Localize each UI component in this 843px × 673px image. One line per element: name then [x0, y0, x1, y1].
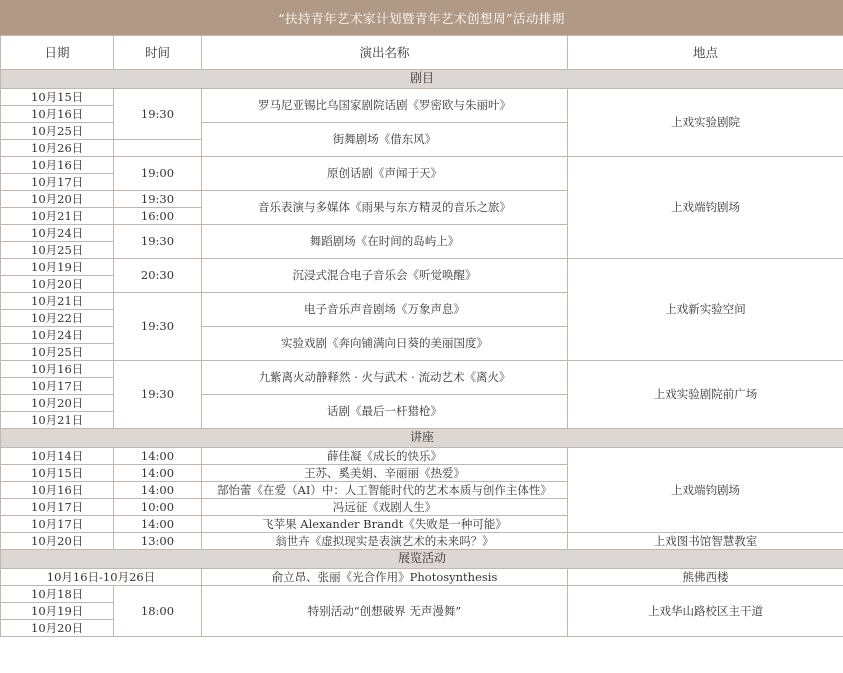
date-cell: 10月21日 [1, 412, 114, 429]
date-cell: 10月16日 [1, 482, 114, 499]
section-lecture: 讲座 [1, 429, 843, 448]
date-cell: 10月17日 [1, 378, 114, 395]
show-cell: 音乐表演与多媒体《雨果与东方精灵的音乐之旅》 [202, 191, 568, 225]
show-cell: 特别活动“创想破界 无声漫舞” [202, 586, 568, 637]
date-cell: 10月20日 [1, 191, 114, 208]
date-cell: 10月14日 [1, 448, 114, 465]
date-cell: 10月25日 [1, 344, 114, 361]
show-cell: 沉浸式混合电子音乐会《听觉唤醒》 [202, 259, 568, 293]
lecture-title: 郜怡蕾《在爱（AI）中：人工智能时代的艺术本质与创作主体性》 [202, 482, 568, 499]
table-row [1, 89, 843, 106]
section-row [1, 550, 843, 569]
date-cell: 10月21日 [1, 293, 114, 310]
time-cell: 10:00 [114, 499, 202, 516]
venue-cell: 上戏华山路校区主干道 [568, 586, 843, 637]
show-cell: 罗马尼亚锡比乌国家剧院话剧《罗密欧与朱丽叶》 [202, 89, 568, 123]
date-cell: 10月15日 [1, 465, 114, 482]
header-time: 时间 [114, 36, 202, 70]
table-row [1, 533, 843, 550]
section-drama: 剧目 [1, 70, 843, 89]
time-cell: 14:00 [114, 465, 202, 482]
date-cell: 10月17日 [1, 516, 114, 533]
date-cell: 10月19日 [1, 603, 114, 620]
table-row [1, 361, 843, 378]
lecture-title: 飞苹果 Alexander Brandt《失败是一种可能》 [202, 516, 568, 533]
venue-cell: 上戏实验剧院 [568, 89, 843, 157]
date-cell: 10月25日 [1, 242, 114, 259]
date-cell: 10月17日 [1, 499, 114, 516]
table-row [1, 586, 843, 603]
time-cell: 19:30 [114, 361, 202, 429]
venue-cell: 上戏图书馆智慧教室 [568, 533, 843, 550]
header-date: 日期 [1, 36, 114, 70]
date-cell: 10月21日 [1, 208, 114, 225]
date-cell: 10月20日 [1, 276, 114, 293]
show-cell: 俞立昂、张丽《光合作用》Photosynthesis [202, 569, 568, 586]
venue-cell: 上戏端钧剧场 [568, 448, 843, 533]
schedule-title: “扶持青年艺术家计划暨青年艺术创想周”活动排期 [0, 0, 843, 35]
lecture-title: 薛佳凝《成长的快乐》 [202, 448, 568, 465]
date-cell: 10月15日 [1, 89, 114, 106]
schedule-table [0, 35, 843, 637]
lecture-title: 翁世卉《虚拟现实是表演艺术的未来吗？》 [202, 533, 568, 550]
table-row [1, 259, 843, 276]
table-row [1, 157, 843, 174]
date-cell: 10月16日 [1, 361, 114, 378]
show-cell: 舞蹈剧场《在时间的岛屿上》 [202, 225, 568, 259]
time-cell: 16:00 [114, 208, 202, 225]
table-row [1, 448, 843, 465]
time-cell: 18:00 [114, 586, 202, 637]
show-cell: 街舞剧场《借东风》 [202, 123, 568, 157]
section-exhibit: 展览活动 [1, 550, 843, 569]
time-cell: 14:00 [114, 516, 202, 533]
venue-cell: 上戏实验剧院前广场 [568, 361, 843, 429]
section-row [1, 70, 843, 89]
date-range-cell: 10月16日-10月26日 [1, 569, 202, 586]
show-cell: 九紫离火动静释然 · 火与武术 · 流动艺术《离火》 [202, 361, 568, 395]
time-cell: 13:00 [114, 533, 202, 550]
date-cell: 10月20日 [1, 395, 114, 412]
date-cell: 10月18日 [1, 586, 114, 603]
time-cell: 19:30 [114, 293, 202, 361]
show-cell: 电子音乐声音剧场《万象声息》 [202, 293, 568, 327]
header-show: 演出名称 [202, 36, 568, 70]
date-cell: 10月24日 [1, 225, 114, 242]
date-cell: 10月25日 [1, 123, 114, 140]
venue-cell: 熊佛西楼 [568, 569, 843, 586]
header-row [1, 36, 843, 70]
section-row [1, 429, 843, 448]
show-cell: 话剧《最后一杆猎枪》 [202, 395, 568, 429]
time-cell: 14:00 [114, 482, 202, 499]
date-cell: 10月20日 [1, 620, 114, 637]
date-cell: 10月26日 [1, 140, 114, 157]
table-row [1, 569, 843, 586]
time-cell: 19:00 [114, 157, 202, 191]
date-cell: 10月19日 [1, 259, 114, 276]
time-cell: 19:30 [114, 225, 202, 259]
date-cell: 10月16日 [1, 106, 114, 123]
time-cell: 14:00 [114, 448, 202, 465]
header-venue: 地点 [568, 36, 843, 70]
time-cell: 19:30 [114, 89, 202, 140]
time-cell: 20:30 [114, 259, 202, 293]
date-cell: 10月24日 [1, 327, 114, 344]
date-cell: 10月22日 [1, 310, 114, 327]
date-cell: 10月20日 [1, 533, 114, 550]
venue-cell: 上戏新实验空间 [568, 259, 843, 361]
date-cell: 10月16日 [1, 157, 114, 174]
date-cell: 10月17日 [1, 174, 114, 191]
show-cell: 实验戏剧《奔向铺满向日葵的美丽国度》 [202, 327, 568, 361]
venue-cell: 上戏端钧剧场 [568, 157, 843, 259]
lecture-title: 冯远征《戏剧人生》 [202, 499, 568, 516]
time-cell: 19:30 [114, 191, 202, 208]
show-cell: 原创话剧《声闻于天》 [202, 157, 568, 191]
lecture-title: 王苏、奚美娟、辛丽丽《热爱》 [202, 465, 568, 482]
